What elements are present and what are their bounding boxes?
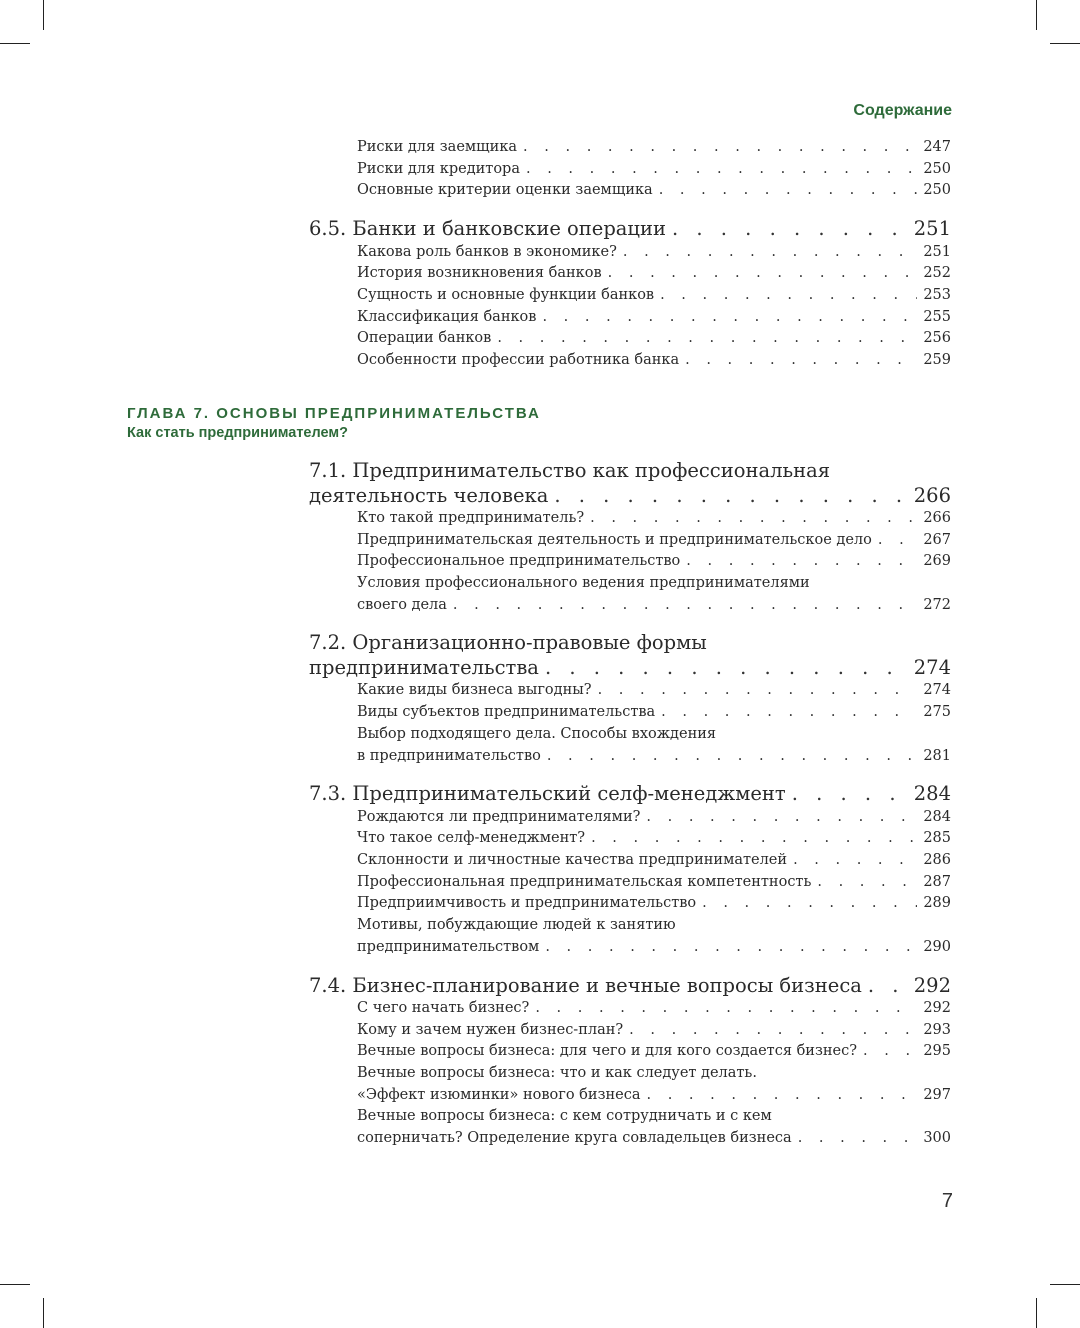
toc-entry-title: С чего начать бизнес? [357,1000,530,1016]
toc-page-number: 292 [913,973,951,997]
toc-entry-title: 7.4. Бизнес-планирование и вечные вопросы бизнеса [309,973,862,997]
dot-leader [545,656,908,681]
toc-page-number: 253 [923,286,951,303]
dot-leader [817,872,917,894]
toc-entry [309,872,951,894]
toc-page-number: 272 [923,596,951,613]
toc-page-number: 252 [923,265,951,282]
crop-mark [1036,1298,1037,1328]
toc-entry [309,159,951,181]
toc-entry-title: предпринимательства [309,655,539,679]
toc-page-number: 284 [923,808,951,825]
toc-entry-title: Сущность и основные функции банков [357,286,655,303]
toc-page-number: 255 [923,308,951,325]
toc-entry-title: Виды субъектов предпринимательства [357,704,656,721]
page-number: 7 [941,1190,953,1212]
crop-mark [1050,43,1080,44]
toc-entry [309,350,951,372]
toc-entry [309,915,951,937]
toc-entry-title: Выбор подходящего дела. Способы вхождения [357,725,717,742]
toc-page-number: 267 [923,531,951,548]
toc-entry [309,263,951,285]
toc-section-entry [309,782,951,807]
toc-entry [309,1063,951,1085]
toc-page-number: 247 [923,139,951,155]
dot-leader [453,595,917,617]
toc-page-number: 275 [923,704,951,721]
toc-page-number: 300 [923,1130,951,1147]
toc-entry-title: Рождаются ли предпринимателями? [357,808,641,825]
toc-page-number: 284 [913,782,951,806]
toc-entry [309,724,951,746]
toc-section-entry [309,217,951,242]
toc-entry-title: История возникновения банков [357,265,602,282]
crop-mark [0,43,30,44]
crop-mark [43,1298,44,1328]
toc-entry [309,508,951,530]
toc-section-entry [309,459,951,484]
dot-leader [598,680,918,702]
dot-leader [591,828,917,850]
dot-leader [523,137,917,159]
crop-mark [1036,0,1037,30]
toc-section-entry [309,656,951,681]
toc-entry [309,893,951,915]
chapter-title: ГЛАВА 7. ОСНОВЫ ПРЕДПРИНИМАТЕЛЬСТВА [127,405,541,422]
toc-section-entry [309,631,951,656]
dot-leader [798,1128,918,1150]
toc-entry [309,1041,951,1063]
toc-entry [309,1106,951,1128]
toc-page-number: 287 [923,873,951,890]
toc-page-number: 285 [923,830,951,847]
toc-entry-title: своего дела [357,596,447,613]
toc-entry-title: Предприимчивость и предпринимательство [357,895,697,912]
toc-page-number: 295 [923,1043,951,1060]
toc-entry [309,702,951,724]
toc-section-entry [309,974,951,999]
toc-entry [309,807,951,829]
crop-mark [1050,1284,1080,1285]
toc-entry-title: Кто такой предприниматель? [357,510,585,526]
toc-entry-title: Основные критерии оценки заемщика [357,182,653,199]
toc-block-chapter-6 [309,137,951,372]
dot-leader [535,998,917,1020]
toc-page-number: 251 [913,217,951,241]
toc-entry-title: Условия профессионального ведения предпринимателями [357,575,810,592]
dot-leader [702,893,917,915]
toc-page-number: 269 [923,553,951,570]
dot-leader [868,974,908,999]
toc-page-number: 266 [923,510,951,526]
toc-entry [309,137,951,159]
dot-leader [661,702,917,724]
toc-page-number: 274 [923,682,951,699]
toc-entry-title: «Эффект изюминки» нового бизнеса [357,1086,641,1103]
toc-entry [309,595,951,617]
toc-entry-title: Классификация банков [357,308,537,325]
dot-leader [547,746,917,768]
toc-entry-title: Операции банков [357,330,492,347]
toc-page-number: 266 [913,483,951,507]
toc-entry-title: Вечные вопросы бизнеса: для чего и для кого создается бизнес? [357,1043,858,1060]
toc-section-entry [309,484,951,509]
dot-leader [526,159,917,181]
toc-entry [309,998,951,1020]
toc-page-number: 274 [913,655,951,679]
toc-page-number: 250 [923,182,951,199]
crop-mark [43,0,44,30]
dot-leader [660,285,917,307]
toc-page-number: 293 [923,1021,951,1038]
dot-leader [545,937,917,959]
toc-page-number: 256 [923,330,951,347]
toc-entry-title: 6.5. Банки и банковские операции [309,217,666,241]
toc-entry-title: в предпринимательство [357,747,541,764]
toc-entry [309,937,951,959]
dot-leader [792,782,908,807]
dot-leader [542,307,917,329]
dot-leader [590,508,917,530]
toc-page-number: 286 [923,852,951,869]
toc-page-number: 297 [923,1086,951,1103]
toc-entry [309,573,951,595]
toc-entry-title: 7.2. Организационно-правовые формы [309,631,707,655]
toc-entry [309,828,951,850]
toc-entry [309,1085,951,1107]
toc-entry-title: Кому и зачем нужен бизнес-план? [357,1021,624,1038]
toc-page-number: 281 [923,747,951,764]
dot-leader [608,263,918,285]
toc-entry [309,180,951,202]
toc-entry [309,1020,951,1042]
dot-leader [497,328,917,350]
toc-entry-title: 7.1. Предпринимательство как профессиональная [309,459,831,482]
toc-entry-title: деятельность человека [309,483,549,507]
toc-entry-title: соперничать? Определение круга совладельцев бизнеса [357,1130,792,1147]
dot-leader [659,180,918,202]
toc-entry-title: Особенности профессии работника банка [357,352,680,368]
toc-entry-title: Риски для кредитора [357,160,520,177]
toc-entry [309,1128,951,1150]
toc-entry [309,285,951,307]
dot-leader [623,242,917,264]
toc-page-number: 289 [923,895,951,912]
toc-entry [309,307,951,329]
dot-leader [672,217,908,242]
dot-leader [647,1085,918,1107]
dot-leader [629,1020,917,1042]
toc-entry-title: Профессиональное предпринимательство [357,553,681,570]
dot-leader [554,484,907,509]
toc-entry [309,530,951,552]
toc-entry [309,746,951,768]
crop-mark [0,1284,30,1285]
toc-entry-title: Профессиональная предпринимательская компетентность [357,873,812,890]
toc-entry [309,328,951,350]
dot-leader [646,807,917,829]
toc-entry-title: Какие виды бизнеса выгодны? [357,682,592,699]
chapter-heading [127,405,541,441]
toc-entry-title: Какова роль банков в экономике? [357,243,617,260]
toc-entry [309,680,951,702]
toc-page-number: 250 [923,160,951,177]
dot-leader [878,530,917,552]
toc-entry [309,242,951,264]
toc-entry [309,551,951,573]
dot-leader [863,1041,917,1063]
dot-leader [686,551,917,573]
toc-page-number: 290 [923,938,951,955]
toc-page-number: 292 [923,1000,951,1016]
dot-leader [793,850,917,872]
toc-entry-title: предпринимательством [357,938,540,955]
toc-entry [309,850,951,872]
toc-block-chapter-7 [309,459,951,1150]
toc-entry-title: Вечные вопросы бизнеса: что и как следует делать. [357,1065,757,1082]
toc-entry-title: Вечные вопросы бизнеса: с кем сотрудничать и с кем [357,1108,772,1125]
toc-entry-title: Что такое селф-менеджмент? [357,830,586,847]
toc-entry-title: 7.3. Предпринимательский селф-менеджмент [309,782,786,806]
toc-entry-title: Предпринимательская деятельность и предпринимательское дело [357,531,872,548]
toc-page-number: 251 [923,243,951,260]
dot-leader [685,350,917,372]
toc-entry-title: Склонности и личностные качества предпринимателей [357,852,788,869]
toc-entry-title: Риски для заемщика [357,139,518,155]
chapter-subtitle: Как стать предпринимателем? [127,425,348,441]
running-header: Содержание [853,102,952,119]
toc-entry-title: Мотивы, побуждающие людей к занятию [357,917,676,934]
toc-page-number: 259 [923,352,951,368]
